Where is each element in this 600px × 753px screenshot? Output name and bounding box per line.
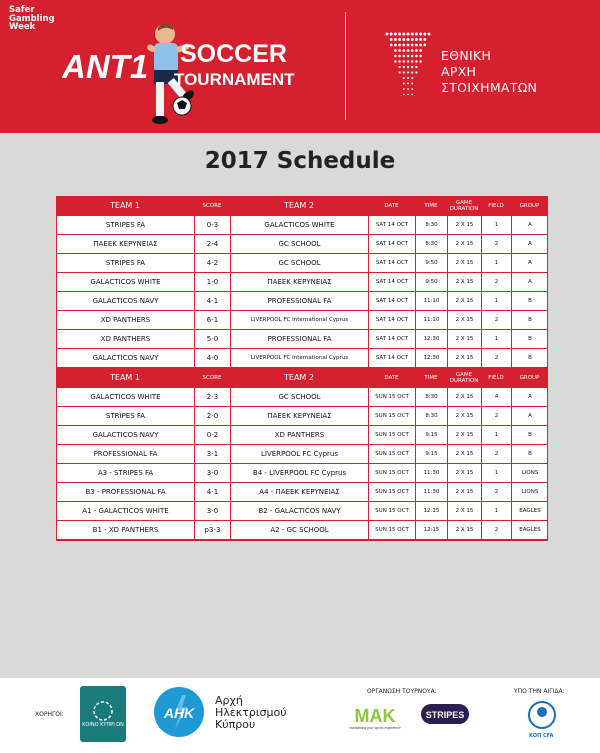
logo-dot [415, 55, 418, 58]
table-header-row [56, 368, 548, 387]
logo-dot [411, 83, 413, 85]
logo-dot [407, 33, 410, 36]
field-cell: 2 [482, 311, 511, 329]
date-cell: SUN 15 OCT [369, 464, 415, 482]
team1-cell: ΠΑΕΕΚ ΚΕΡΥΝΕΙΑΣ [57, 235, 194, 253]
logo-dot [415, 60, 417, 62]
logo-dot [407, 83, 409, 85]
logo-dot [407, 77, 409, 79]
logo-dot [419, 38, 422, 41]
time-cell: 9:15 [416, 426, 447, 444]
field-cell: 1 [482, 464, 511, 482]
duration-cell: 2 X 15 [448, 311, 481, 329]
logo-dot [407, 55, 410, 58]
logo-dot [398, 49, 401, 52]
page-title: 2017 Schedule [204, 148, 396, 174]
field-cell: 2 [482, 349, 511, 367]
svg-text:ΑΗΚ: ΑΗΚ [163, 705, 195, 721]
logo-dot [398, 55, 401, 58]
logo-dot [398, 38, 401, 41]
logo-dot [419, 44, 422, 47]
logo-dot [403, 83, 405, 85]
team2-cell: GC SCHOOL [231, 388, 368, 406]
ahk-name: Αρχή Ηλεκτρισμού Κύπρου [215, 694, 287, 731]
team2-cell: LIVERPOOL FC International Cyprus [231, 349, 368, 367]
team1-cell: PROFESSIONAL FA [57, 445, 194, 463]
date-cell: SUN 15 OCT [369, 502, 415, 520]
logo-dot [411, 55, 414, 58]
group-cell: LIONS [512, 483, 548, 501]
field-cell: 2 [482, 521, 511, 539]
team1-cell: GALACTICOS NAVY [57, 426, 194, 444]
match-row [56, 272, 548, 291]
sponsors-label: ΧΟΡΗΓΟΙ: [35, 711, 64, 718]
date-cell: SUN 15 OCT [369, 521, 415, 539]
duration-cell: 2 X 15 [448, 273, 481, 291]
duration-cell: 2 X 15 [448, 426, 481, 444]
column-header: TEAM 1 [110, 200, 140, 210]
score-cell: 1-0 [195, 273, 230, 291]
match-row [56, 387, 548, 406]
field-cell: 1 [482, 292, 511, 310]
match-row [56, 291, 548, 310]
duration-cell: 2 X 15 [448, 235, 481, 253]
team2-cell: ΠΑΕΕΚ ΚΕΡΥΝΕΙΑΣ [231, 407, 368, 425]
time-cell: 9:50 [416, 273, 447, 291]
group-cell: EAGLES [512, 502, 548, 520]
score-cell: 4-1 [195, 292, 230, 310]
time-cell: 8:30 [416, 407, 447, 425]
date-cell: SUN 15 OCT [369, 445, 415, 463]
logo-dot [407, 38, 410, 41]
team1-cell: GALACTICOS WHITE [57, 273, 194, 291]
team2-cell: XD PANTHERS [231, 426, 368, 444]
date-cell: SAT 14 OCT [369, 273, 415, 291]
score-cell: 0-3 [195, 216, 230, 234]
team2-cell: LIVERPOOL FC Cyprus [231, 445, 368, 463]
logo-dot [415, 66, 417, 68]
logo-dot [402, 44, 405, 47]
column-header: GROUP [519, 374, 540, 381]
score-cell: 2-0 [195, 407, 230, 425]
score-cell: 3-1 [195, 445, 230, 463]
date-cell: SAT 14 OCT [369, 349, 415, 367]
time-cell: 9:50 [416, 254, 447, 272]
time-cell: 12:30 [416, 330, 447, 348]
team1-cell: STRIPES FA [57, 407, 194, 425]
team2-cell: ΠΑΕΕΚ ΚΕΡΥΝΕΙΑΣ [231, 273, 368, 291]
date-cell: SUN 15 OCT [369, 483, 415, 501]
team1-cell: STRIPES FA [57, 254, 194, 272]
team2-cell: B4 - LIVERPOOL FC Cyprus [231, 464, 368, 482]
logo-dot [402, 38, 405, 41]
header-banner [0, 0, 600, 133]
team2-cell: GC SCHOOL [231, 254, 368, 272]
logo-dot [423, 44, 426, 47]
logo-dot [407, 44, 410, 47]
svg-text:maintaining your sports experi: maintaining your sports experience [349, 726, 401, 730]
logo-dot [411, 33, 414, 36]
time-cell: 12:30 [416, 349, 447, 367]
score-cell: 4-2 [195, 254, 230, 272]
column-header: DATE [384, 202, 399, 209]
group-cell: A [512, 273, 548, 291]
column-header: TIME [424, 202, 438, 209]
schedule-table [56, 196, 548, 541]
field-cell: 1 [482, 216, 511, 234]
match-row [56, 444, 548, 463]
team1-cell: GALACTICOS NAVY [57, 292, 194, 310]
logo-dot [403, 94, 405, 96]
score-cell: 4-0 [195, 349, 230, 367]
logo-dot [394, 38, 397, 41]
team2-cell: A4 - ΠΑΕΕΚ ΚΕΡΥΝΕΙΑΣ [231, 483, 368, 501]
logo-dot [407, 49, 410, 52]
logo-dot [419, 55, 422, 58]
team2-cell: PROFESSIONAL FA [231, 330, 368, 348]
score-cell: p3-3 [195, 521, 230, 539]
national-betting-authority-name: ΕΘΝΙΚΗ ΑΡΧΗ ΣΤΟΙΧΗΜΑΤΩΝ [441, 48, 538, 95]
column-header: TEAM 2 [284, 200, 314, 210]
logo-dot [411, 49, 414, 52]
logo-dot [415, 38, 418, 41]
duration-cell: 2 X 15 [448, 254, 481, 272]
logo-dot [398, 66, 400, 68]
logo-dot [403, 71, 405, 73]
field-cell: 1 [482, 330, 511, 348]
score-cell: 6-1 [195, 311, 230, 329]
duration-cell: 2 X 15 [448, 292, 481, 310]
date-cell: SUN 15 OCT [369, 407, 415, 425]
duration-cell: 2 X 15 [448, 388, 481, 406]
column-header: FIELD [488, 374, 504, 381]
time-cell: 11:30 [416, 483, 447, 501]
team1-cell: STRIPES FA [57, 216, 194, 234]
match-row [56, 234, 548, 253]
logo-dot [419, 60, 421, 62]
match-row [56, 329, 548, 348]
logo-dot [398, 44, 401, 47]
group-cell: A [512, 235, 548, 253]
svg-text:STRIPES: STRIPES [425, 710, 465, 720]
logo-dot [419, 49, 422, 52]
logo-dot [415, 33, 418, 36]
safer-gambling-week-logo: Safer Gambling Week [9, 5, 55, 32]
duration-cell: 2 X 15 [448, 464, 481, 482]
group-cell: B [512, 445, 548, 463]
logo-dot [407, 94, 409, 96]
time-cell: 8:30 [416, 235, 447, 253]
time-cell: 9:15 [416, 445, 447, 463]
team1-cell: GALACTICOS WHITE [57, 388, 194, 406]
logo-dot [403, 77, 405, 79]
logo-dot [415, 44, 418, 47]
time-cell: 11:30 [416, 464, 447, 482]
cfa-logo [527, 700, 557, 730]
cfa-label: ΚΟΠ CFA [529, 733, 554, 739]
field-cell: 2 [482, 407, 511, 425]
duration-cell: 2 X 15 [448, 521, 481, 539]
logo-dot [394, 55, 397, 58]
tournament-word: TOURNAMENT [174, 70, 295, 89]
logo-dot [428, 33, 431, 36]
duration-cell: 2 X 15 [448, 483, 481, 501]
logo-dot [407, 88, 409, 90]
logo-dot [403, 55, 406, 58]
group-cell: A [512, 407, 548, 425]
ant1-wordmark: ANT1 [62, 48, 149, 85]
duration-cell: 2 X 15 [448, 445, 481, 463]
field-cell: 2 [482, 235, 511, 253]
column-header: DATE [384, 374, 399, 381]
field-cell: 2 [482, 445, 511, 463]
logo-dot [394, 49, 397, 52]
logo-dot [398, 33, 401, 36]
logo-dot [411, 60, 413, 62]
logo-dot [403, 66, 405, 68]
logo-dot [402, 33, 405, 36]
date-cell: SAT 14 OCT [369, 330, 415, 348]
field-cell: 1 [482, 502, 511, 520]
group-cell: A [512, 388, 548, 406]
match-row [56, 348, 548, 367]
duration-cell: 2 X 15 [448, 349, 481, 367]
logo-dot [394, 44, 397, 47]
score-cell: 2-4 [195, 235, 230, 253]
logo-dot [411, 38, 414, 41]
group-cell: EAGLES [512, 521, 548, 539]
logo-dot [423, 38, 426, 41]
team2-cell: LIVERPOOL FC International Cyprus [231, 311, 368, 329]
date-cell: SAT 14 OCT [369, 216, 415, 234]
organizer-label: ΟΡΓΑΝΩΣΗ ΤΟΥΡΝΟΥΑ: [367, 688, 437, 695]
date-cell: SAT 14 OCT [369, 254, 415, 272]
group-cell: B [512, 330, 548, 348]
svg-text:MAK: MAK [354, 706, 396, 726]
group-cell: B [512, 292, 548, 310]
duration-cell: 2 X 15 [448, 330, 481, 348]
team1-cell: XD PANTHERS [57, 311, 194, 329]
match-row [56, 310, 548, 329]
column-header: GAME DURATION [449, 371, 479, 384]
score-cell: 0-2 [195, 426, 230, 444]
logo-dot [415, 49, 418, 52]
field-cell: 2 [482, 273, 511, 291]
column-header: SCORE [202, 374, 222, 381]
match-row [56, 406, 548, 425]
logo-dot [407, 60, 409, 62]
patronage-label: ΥΠΟ ΤΗΝ ΑΙΓΙΔΑ: [514, 688, 565, 695]
column-header: GAME DURATION [449, 199, 479, 212]
field-cell: 4 [482, 388, 511, 406]
date-cell: SUN 15 OCT [369, 426, 415, 444]
logo-dot [398, 60, 400, 62]
duration-cell: 2 X 15 [448, 502, 481, 520]
column-header: TEAM 1 [110, 372, 140, 382]
soccer-word: SOCCER [180, 40, 287, 68]
group-cell: B [512, 311, 548, 329]
column-header: SCORE [202, 202, 222, 209]
match-row [56, 482, 548, 501]
logo-dot [403, 88, 405, 90]
logo-dot [411, 66, 413, 68]
team1-cell: GALACTICOS NAVY [57, 349, 194, 367]
logo-dot [402, 49, 405, 52]
lightning-icon [154, 687, 204, 737]
field-cell: 2 [482, 483, 511, 501]
wreath-icon [92, 700, 114, 722]
column-header: TIME [424, 374, 438, 381]
group-cell: B [512, 426, 548, 444]
time-cell: 11:10 [416, 311, 447, 329]
score-cell: 2-3 [195, 388, 230, 406]
time-cell: 8:30 [416, 388, 447, 406]
logo-dot [411, 88, 413, 90]
team1-cell: A1 - GALACTICOS WHITE [57, 502, 194, 520]
sponsors-footer [0, 678, 600, 753]
score-cell: 3-0 [195, 502, 230, 520]
team2-cell: GC SCHOOL [231, 235, 368, 253]
team1-cell: B1 - XD PANTHERS [57, 521, 194, 539]
time-cell: 11:10 [416, 292, 447, 310]
match-row [56, 253, 548, 272]
match-row [56, 501, 548, 520]
score-cell: 5-0 [195, 330, 230, 348]
team1-cell: XD PANTHERS [57, 330, 194, 348]
date-cell: SUN 15 OCT [369, 388, 415, 406]
table-header-row [56, 196, 548, 215]
time-cell: 12:15 [416, 502, 447, 520]
logo-dot [407, 71, 409, 73]
header-divider [345, 12, 346, 120]
logo-dot [394, 33, 397, 36]
group-cell: A [512, 216, 548, 234]
match-row [56, 463, 548, 482]
national-betting-authority-logo [384, 30, 432, 100]
logo-dot [390, 38, 393, 41]
logo-dot [403, 60, 405, 62]
logo-dot [423, 33, 426, 36]
logo-dot [386, 33, 389, 36]
column-header: GROUP [519, 202, 540, 209]
ahk-logo [154, 687, 204, 737]
field-cell: 1 [482, 254, 511, 272]
score-cell: 4-1 [195, 483, 230, 501]
stripes-logo [419, 700, 471, 728]
match-row [56, 520, 548, 539]
time-cell: 8:30 [416, 216, 447, 234]
logo-dot [399, 71, 401, 73]
logo-dot [415, 71, 417, 73]
time-cell: 12:15 [416, 521, 447, 539]
match-row [56, 215, 548, 234]
date-cell: SAT 14 OCT [369, 311, 415, 329]
logo-dot [411, 77, 413, 79]
group-cell: LIONS [512, 464, 548, 482]
logo-dot [411, 44, 414, 47]
logo-dot [394, 60, 396, 62]
team2-cell: PROFESSIONAL FA [231, 292, 368, 310]
duration-cell: 2 X 15 [448, 216, 481, 234]
team1-cell: A3 - STRIPES FA [57, 464, 194, 482]
logo-dot [411, 94, 413, 96]
group-cell: A [512, 254, 548, 272]
match-row [56, 425, 548, 444]
team2-cell: A2 - GC SCHOOL [231, 521, 368, 539]
mak-logo [344, 703, 406, 731]
column-header: FIELD [488, 202, 504, 209]
ant1-soccer-tournament-logo [62, 10, 322, 128]
logo-dot [411, 71, 413, 73]
date-cell: SAT 14 OCT [369, 235, 415, 253]
logo-dot [390, 33, 393, 36]
date-cell: SAT 14 OCT [369, 292, 415, 310]
group-cell: B [512, 349, 548, 367]
team2-cell: GALACTICOS WHITE [231, 216, 368, 234]
koino-kyprion-logo: ΚΟΙΝΟ ΚΥΠΡΙ ΩΝ [80, 686, 126, 742]
logo-dot [419, 33, 422, 36]
score-cell: 3-0 [195, 464, 230, 482]
duration-cell: 2 X 15 [448, 407, 481, 425]
team2-cell: B2 - GALACTICOS NAVY [231, 502, 368, 520]
logo-dot [407, 66, 409, 68]
logo-dot [390, 44, 393, 47]
team1-cell: B3 - PROFESSIONAL FA [57, 483, 194, 501]
field-cell: 1 [482, 426, 511, 444]
column-header: TEAM 2 [284, 372, 314, 382]
